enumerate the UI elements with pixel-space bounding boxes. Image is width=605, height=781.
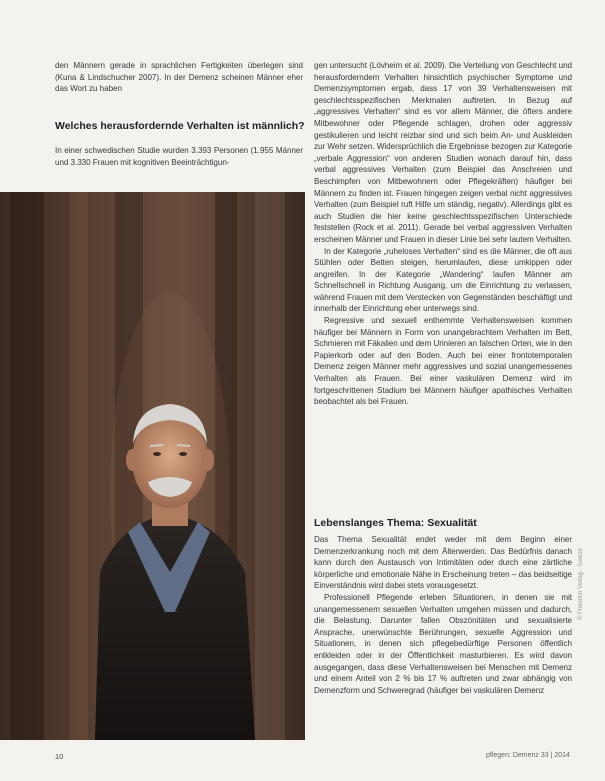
- sexuality-paragraph-2: Professionell Pflegende erleben Situationen, in denen sie mit unangemessenem sexuellen Verhalten umgehen müssen und dadurch, die Belastung. Darunter fallen Obszönitäten und sexualisierte Ansprache, unerwünschte Berührungen, sexuelle Aggression und Situationen, in denen sich pflegebedürftige Personen öffentlich entkleiden oder in der Öffentlichkeit masturbieren. Es wird davon ausgegangen, dass diese Verhaltensweisen bei Menschen mit Demenz und einem Anteil von 2 % bis 17 % auftreten und zwar abhängig von Demenzform und Schweregrad (häufiger bei vaskulären Demenz: [314, 592, 572, 695]
- left-study-text: [55, 145, 303, 168]
- right-column-text: [314, 60, 572, 408]
- journal-footer: pflegen: Demenz 33 | 2014: [486, 752, 570, 759]
- left-section-heading: [55, 120, 305, 132]
- sexuality-paragraph-1: Das Thema Sexualität endet weder mit dem Beginn einer Demenzerkrankung noch mit dem Älterwerden. Das Bedürfnis danach kann durch den Austausch von Intimitäten oder durch eine zärtliche körperliche und emotionale Nähe in Erscheinung treten – das beidseitige Einverständnis wird dabei stets vorausgesetzt.: [314, 535, 572, 591]
- right-sexuality-text: [314, 534, 572, 696]
- side-copyright: © Friedrich Verlag · Seelze: [578, 548, 584, 620]
- heading-aggressive-behavior: Welches herausfordernde Verhalten ist männlich?: [55, 120, 305, 132]
- heading-sexuality: Lebenslanges Thema: Sexualität: [314, 517, 477, 529]
- page-number: 10: [55, 752, 64, 761]
- right-paragraph-3: Regressive und sexuell enthemmte Verhaltensweisen kommen häufiger bei Männern in Form von unangebrachtem Verhalten im Bett, Schmieren mit Fäkalien und dem Urinieren an falschen Orten, wie in den Papierkorb oder auf den Boden. Auch bei einer frontotemporalen Demenz zeigen Männer mehr aggressives und sozial unangemessenes Verhalten als Frauen. Bei einer vaskulären Demenz wird im fortgeschrittenen Stadium bei Männern häufiger apathisches Verhalten beobachtet als bei Frauen.: [314, 316, 572, 407]
- right-section-heading: [314, 517, 477, 529]
- study-paragraph: In einer schwedischen Studie wurden 3.393 Personen (1.955 Männer und 3.330 Frauen mit kognitiven Beeinträchtigun-: [55, 146, 303, 167]
- right-paragraph-1: gen untersucht (Lövheim et al. 2009). Die Verteilung von Geschlecht und herausforderndem Verhalten hinsichtlich psychischer Symptome und Demenzsymptomen ergab, dass 17 von 39 Verhaltensweisen mit geschlechtsspezifischen Merkmalen auftreten. In Bezug auf „aggressives Verhalten“ sind es vor allem Männer, die öfters andere Mitbewohner oder Pflegende schlagen, drohen oder aggressiv gestikulieren und leicht reizbar sind und sich beim An- und Auskleiden zur Wehr setzen. Widersprüchlich die Ergebnisse bezogen zur Kategorie „verbale Aggression“ von anderen Studien wonach darauf hin, dass verbal aggressives Verhalten (zum Beispiel das Anschreien und Beschimpfen von Mitbewohnern oder Pflegekräften) häufiger bei Männern zu finden ist. Frauen hingegen zeigen verbal nicht aggressives Verhalten (zum Beispiel ruft Hilfe um ständig, negativ). Allerdings gibt es auch Studien die hier keine geschlechtsspezifischen Unterschiede feststellen (Rock et al. 2011). Gerade bei verbal aggressiven Verhalten erscheinen Männer und Frauen in dieser Linie bei sehr lautem Verhalten.: [314, 61, 572, 244]
- intro-paragraph: den Männern gerade in sprachlichen Fertigkeiten überlegen sind (Kuna & Lindschucher 2007). In der Demenz scheinen Männer eher das Wort zu haben: [55, 61, 303, 94]
- left-intro-text: [55, 60, 303, 95]
- portrait-photo: [0, 192, 305, 740]
- right-paragraph-2: In der Kategorie „ruheloses Verhalten“ sind es die Männer, die oft aus Stühlen oder Betten steigen, herumlaufen, diese umkippen oder angreifen. In der Kategorie „Wandering“ laufen Männer am Schnellschnell in Richtung Ausgang, um die Einrichtung zu verlassen, während Frauen mit dem Verstecken von Gegenständen beschäftigt und innerhalb der Einrichtung eher unterwegs sind.: [314, 246, 572, 314]
